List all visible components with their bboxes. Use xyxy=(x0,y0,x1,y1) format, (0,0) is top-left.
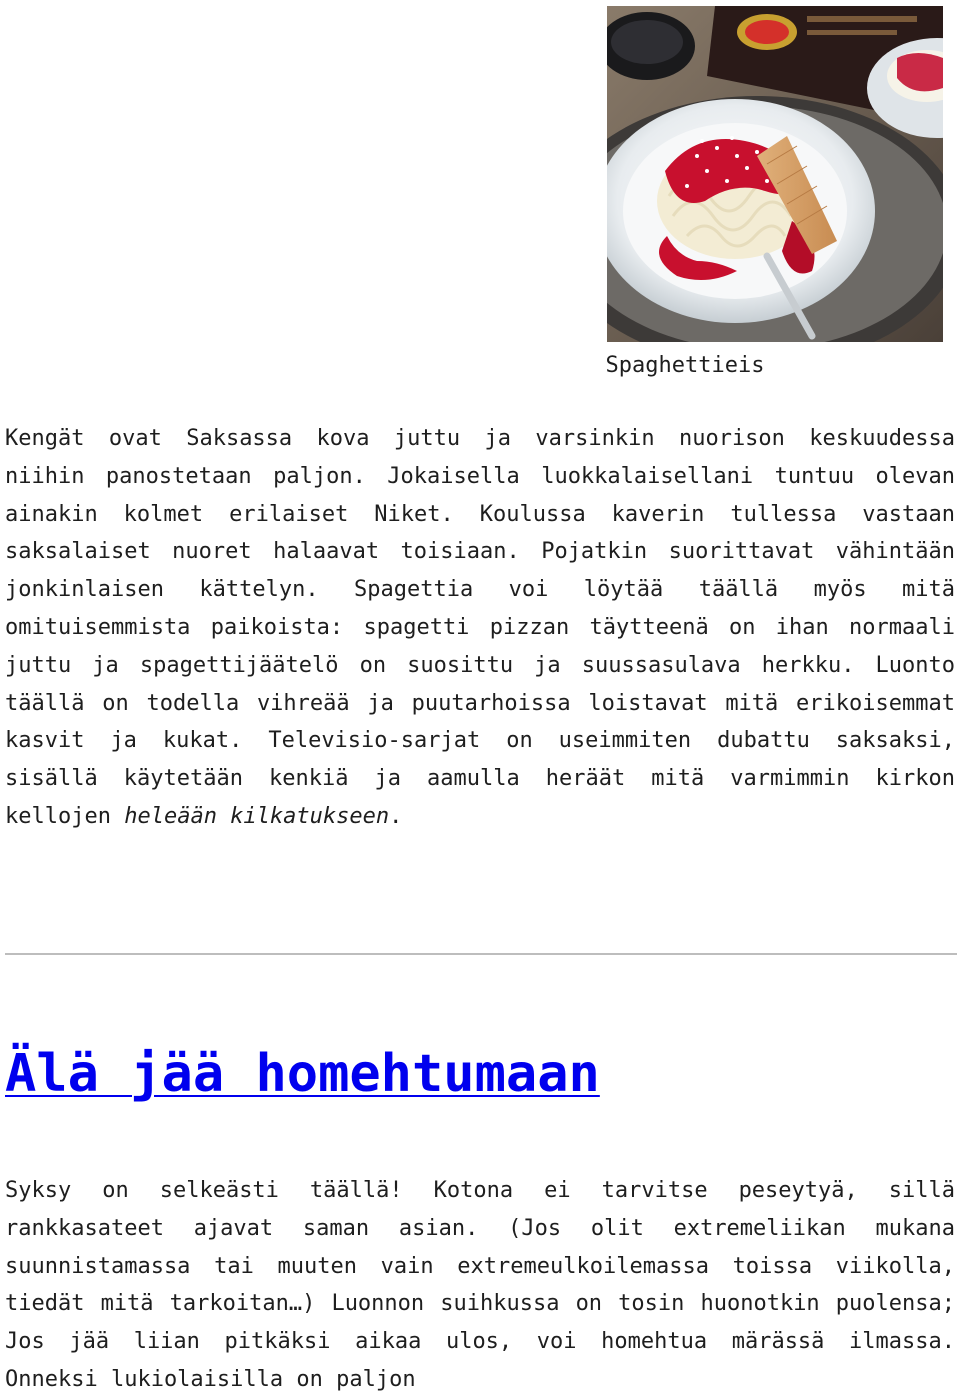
post-divider xyxy=(5,953,957,955)
paragraph-end: . xyxy=(389,803,403,829)
spaghettieis-photo xyxy=(607,6,943,342)
spaghetti-ice-cream-illustration xyxy=(607,6,943,342)
paragraph-text: Kengät ovat Saksassa kova juttu ja varsinkin nuorison keskuudessa niihin panostetaan paljon. Jokaisella luokkalaisellani tuntuu olevan ainakin kolmet erilaiset Niket. Koulussa kaverin tullessa vastaan saksalaiset nuoret halaavat toisiaan. Pojatkin suorittavat vähintään jonkinlaisen kättelyn. Spagettia voi löytää täällä myös mitä omituisemmista paikoista: spagetti pizzan täytteenä on ihan normaali juttu ja spagettijäätelö on suosittu ja suussasulava herkku. Luonto täällä on todella vihreää ja puutarhoissa loistavat mitä erikoisemmat kasvit ja kukat. Televisio-sarjat on useimmiten dubattu saksaksi, sisällä käytetään kenkiä ja aamulla heräät mitä varmimmin kirkon kellojen xyxy=(5,426,955,829)
post-title xyxy=(5,1038,600,1110)
post-excerpt: Syksy on selkeästi täällä! Kotona ei tarvitse peseytyä, sillä rankkasateet ajavat saman asian. (Jos olit extremeliikan mukana suunnistamassa tai muuten vain extremeulkoilemassa toissa viikolla, tiedät mitä tarkoitan…) Luonnon suihkussa on tosin huonotkin puolensa; Jos jää liian pitkäksi aikaa ulos, voi homehtua märässä ilmassa. Onneksi lukiolaisilla on paljon xyxy=(5,1178,955,1392)
emphasized-text: heleään kilkatukseen xyxy=(124,803,390,829)
article-paragraph xyxy=(5,420,955,836)
image-caption: Spaghettieis xyxy=(605,353,765,378)
post-title-link[interactable]: Älä jää homehtumaan xyxy=(5,1044,600,1104)
